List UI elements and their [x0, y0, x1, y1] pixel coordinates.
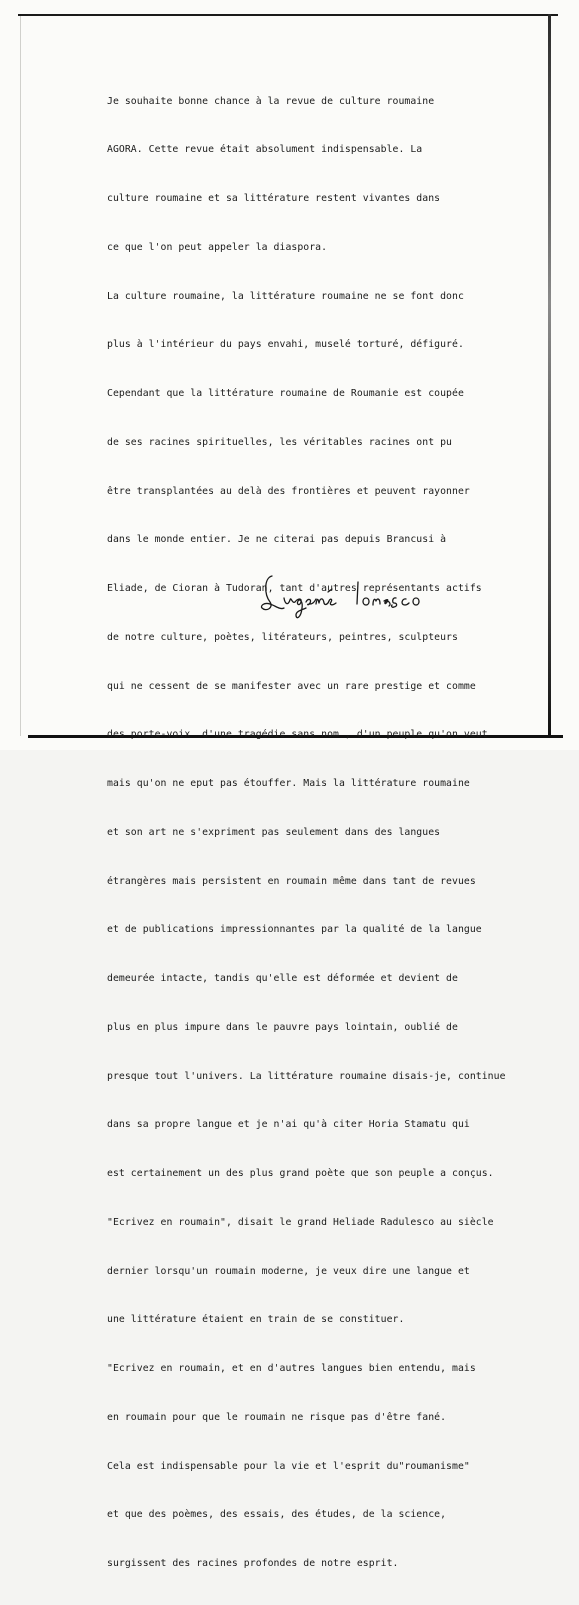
paper-edge-right [548, 14, 551, 736]
signature-stroke [373, 599, 380, 605]
letter-line: Cela est indispensable pour la vie et l'esprit du"roumanisme" [107, 1460, 470, 1472]
letter-line: dans sa propre langue et je n'ai qu'à citer Horia Stamatu qui [107, 1119, 470, 1131]
letter-line: une littérature étaient en train de se constituer. [107, 1314, 405, 1326]
letter-line: dernier lorsqu'un roumain moderne, je veux dire une langue et [107, 1265, 470, 1277]
letter-line: de ses racines spirituelles, les véritables racines ont pu [107, 436, 452, 448]
signature-stroke [357, 582, 358, 604]
signature-stroke [413, 598, 419, 605]
letter-line: plus en plus impure dans le pauvre pays lointain, oublié de [107, 1021, 458, 1033]
letter-line: presque tout l'univers. La littérature roumaine disais-je, continue [107, 1070, 506, 1082]
letter-line: AGORA. Cette revue était absolument indispensable. La [107, 144, 423, 156]
signature-stroke [306, 599, 316, 605]
signature-stroke [363, 598, 369, 605]
letter-line: Cependant que la littérature roumaine de Roumanie est coupée [107, 388, 464, 399]
letter-line: et son art ne s'expriment pas seulement dans des langues [107, 826, 441, 838]
letter-line: La culture roumaine, la littérature roumaine ne se font donc [107, 290, 464, 302]
letter-line: dans le monde entier. Je ne citerai pas depuis Brancusi à [107, 534, 447, 546]
letter-line: être transplantées au delà des frontières et peuvent rayonner [107, 485, 470, 497]
paper-edge-left [20, 16, 21, 736]
letter-line: de notre culture, poètes, litérateurs, peintres, sculpteurs [107, 631, 458, 643]
handwritten-signature [258, 568, 428, 628]
signature-stroke [316, 599, 336, 605]
signature-stroke [402, 599, 409, 605]
signature-stroke [384, 600, 390, 606]
letter-line: et de publications impressionnantes par la qualité de la langue [107, 924, 482, 936]
letter-line: culture roumaine et sa littérature restent vivantes dans [107, 193, 441, 204]
signature-stroke [284, 598, 306, 618]
letter-line: en roumain pour que le roumain ne risque pas d'être fané. [107, 1411, 447, 1423]
letter-line: "Ecrivez en roumain", disait le grand Heliade Radulesco au siècle [107, 1216, 494, 1228]
signature-stroke [328, 589, 332, 592]
signature-stroke [392, 598, 397, 607]
letter-line: Eliade, de Cioran à Tudoran, tant d'autres représentants actifs [107, 583, 482, 594]
letter-line: plus à l'intérieur du pays envahi, muselé torturé, défiguré. [107, 339, 464, 351]
letter-line: des porte-voix d'une tragédie sans nom , d'un peuple qu'on veut [107, 729, 488, 741]
signature-stroke [261, 576, 284, 610]
letter-line: Je souhaite bonne chance à la revue de culture roumaine [107, 95, 435, 107]
letter-body [107, 61, 547, 1605]
letter-line: et que des poèmes, des essais, des études, de la science, [107, 1509, 447, 1521]
letter-line: qui ne cessent de se manifester avec un rare prestige et comme [107, 680, 476, 692]
letter-line: est certainement un des plus grand poète que son peuple a conçus. [107, 1168, 494, 1179]
letter-line: demeurée intacte, tandis qu'elle est déformée et devient de [107, 973, 458, 984]
letter-line: étrangères mais persistent en roumain même dans tant de revues [107, 875, 476, 887]
letter-line: surgissent des racines profondes de notre esprit. [107, 1558, 399, 1569]
paper-edge-top [18, 14, 558, 16]
letter-line: "Ecrivez en roumain, et en d'autres langues bien entendu, mais [107, 1363, 476, 1374]
letter-line: ce que l'on peut appeler la diaspora. [107, 241, 328, 253]
letter-line: mais qu'on ne eput pas étouffer. Mais la littérature roumaine [107, 778, 470, 789]
